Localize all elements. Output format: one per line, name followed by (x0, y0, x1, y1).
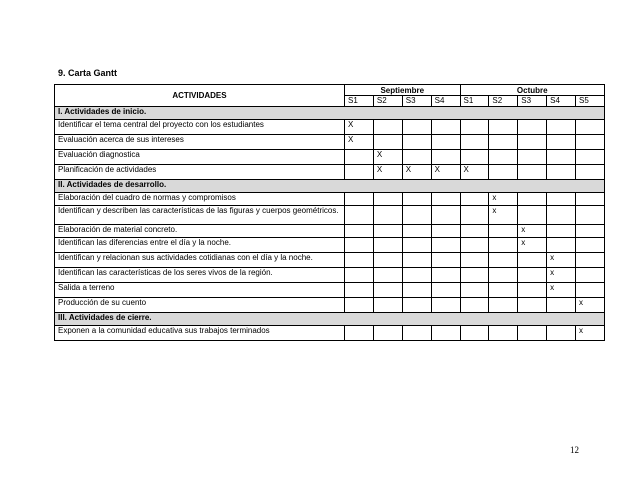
week-cell: X (345, 135, 374, 150)
week-cell (373, 283, 402, 298)
week-cell (518, 298, 547, 313)
activity-row (55, 268, 605, 283)
week-cell (489, 326, 518, 341)
activity-row (55, 253, 605, 268)
week-cell (345, 326, 374, 341)
week-cell (518, 193, 547, 206)
activity-label: Evaluación acerca de sus intereses (55, 135, 345, 150)
week-cell (373, 206, 402, 225)
week-cell (431, 326, 460, 341)
activity-label: Identifican y describen las características de las figuras y cuerpos geométricos. (55, 206, 345, 225)
week-cell: X (402, 165, 431, 180)
week-header: S2 (373, 96, 402, 107)
week-header: S4 (547, 96, 576, 107)
week-cell (373, 298, 402, 313)
week-cell (373, 225, 402, 238)
week-cell (518, 253, 547, 268)
week-cell (431, 238, 460, 253)
week-header: S4 (431, 96, 460, 107)
week-cell (547, 193, 576, 206)
week-cell (547, 298, 576, 313)
week-cell (460, 120, 489, 135)
week-cell (460, 135, 489, 150)
week-cell (402, 238, 431, 253)
week-cell (460, 193, 489, 206)
activity-row (55, 120, 605, 135)
week-cell (460, 225, 489, 238)
week-cell (460, 253, 489, 268)
activity-row (55, 206, 605, 225)
week-cell (373, 326, 402, 341)
activity-row (55, 165, 605, 180)
week-cell (547, 326, 576, 341)
week-cell (489, 268, 518, 283)
week-cell (345, 193, 374, 206)
week-cell: X (431, 165, 460, 180)
activity-label: Evaluación diagnostica (55, 150, 345, 165)
week-cell (373, 253, 402, 268)
week-cell (460, 268, 489, 283)
week-cell (345, 238, 374, 253)
week-cell (460, 206, 489, 225)
week-cell: x (547, 268, 576, 283)
week-cell (547, 135, 576, 150)
section-title: III. Actividades de cierre. (55, 313, 605, 326)
week-header: S1 (345, 96, 374, 107)
gantt-table (54, 84, 605, 341)
week-cell (489, 120, 518, 135)
week-cell (345, 268, 374, 283)
week-cell (518, 150, 547, 165)
month-header-october: Octubre (460, 85, 605, 96)
week-cell (402, 298, 431, 313)
week-cell (576, 120, 605, 135)
week-cell (547, 150, 576, 165)
week-cell (576, 238, 605, 253)
week-cell (547, 238, 576, 253)
week-cell: X (373, 150, 402, 165)
week-header: S2 (489, 96, 518, 107)
week-cell (576, 225, 605, 238)
week-cell (489, 253, 518, 268)
activity-row (55, 238, 605, 253)
activity-row (55, 150, 605, 165)
week-cell (518, 206, 547, 225)
week-cell (576, 253, 605, 268)
week-cell (576, 165, 605, 180)
section-row (55, 180, 605, 193)
week-cell (345, 225, 374, 238)
week-cell (489, 225, 518, 238)
week-cell: x (518, 238, 547, 253)
week-cell (402, 326, 431, 341)
activity-row (55, 326, 605, 341)
week-cell: x (489, 193, 518, 206)
week-cell (373, 268, 402, 283)
week-cell (547, 206, 576, 225)
week-cell: x (547, 253, 576, 268)
week-cell (518, 165, 547, 180)
week-cell (402, 120, 431, 135)
week-cell (547, 225, 576, 238)
week-header: S1 (460, 96, 489, 107)
week-cell (431, 225, 460, 238)
week-cell (460, 298, 489, 313)
week-cell (402, 135, 431, 150)
section-heading: 9. Carta Gantt (58, 68, 118, 78)
week-cell (345, 283, 374, 298)
week-cell (431, 150, 460, 165)
week-cell (547, 165, 576, 180)
week-cell: x (518, 225, 547, 238)
activity-label: Planificación de actividades (55, 165, 345, 180)
week-cell (576, 135, 605, 150)
week-cell (402, 206, 431, 225)
activity-row (55, 135, 605, 150)
week-cell (431, 206, 460, 225)
week-cell (576, 193, 605, 206)
activity-label: Producción de su cuento (55, 298, 345, 313)
activity-row (55, 298, 605, 313)
week-cell (489, 283, 518, 298)
week-cell (431, 268, 460, 283)
week-cell (431, 283, 460, 298)
week-cell (460, 150, 489, 165)
week-cell (431, 120, 460, 135)
week-cell (518, 326, 547, 341)
week-cell (576, 150, 605, 165)
week-cell (518, 283, 547, 298)
week-cell (547, 120, 576, 135)
week-cell (489, 150, 518, 165)
week-cell (431, 253, 460, 268)
activity-label: Identifican las diferencias entre el día y la noche. (55, 238, 345, 253)
week-cell (489, 298, 518, 313)
section-row (55, 313, 605, 326)
activity-row (55, 225, 605, 238)
week-cell (402, 150, 431, 165)
week-cell (402, 268, 431, 283)
week-cell (431, 135, 460, 150)
week-cell: X (373, 165, 402, 180)
week-cell (402, 225, 431, 238)
activity-row (55, 193, 605, 206)
week-cell (576, 206, 605, 225)
week-cell (576, 283, 605, 298)
week-cell (345, 165, 374, 180)
page-number: 12 (570, 445, 579, 455)
week-cell (345, 206, 374, 225)
week-cell (373, 135, 402, 150)
activity-label: Elaboración del cuadro de normas y compromisos (55, 193, 345, 206)
activity-label: Identifican las características de los seres vivos de la región. (55, 268, 345, 283)
week-cell (345, 298, 374, 313)
week-cell (489, 165, 518, 180)
activity-label: Identifican y relacionan sus actividades cotidianas con el día y la noche. (55, 253, 345, 268)
activity-label: Elaboración de material concreto. (55, 225, 345, 238)
section-title: II. Actividades de desarrollo. (55, 180, 605, 193)
activity-label: Exponen a la comunidad educativa sus trabajos terminados (55, 326, 345, 341)
week-cell (518, 135, 547, 150)
activity-label: Identificar el tema central del proyecto con los estudiantes (55, 120, 345, 135)
week-cell (402, 253, 431, 268)
activities-header: ACTIVIDADES (55, 85, 345, 107)
week-cell (518, 268, 547, 283)
week-cell (373, 238, 402, 253)
activity-row (55, 283, 605, 298)
week-cell (460, 238, 489, 253)
week-cell (489, 135, 518, 150)
week-cell (518, 120, 547, 135)
week-cell: x (576, 298, 605, 313)
section-title: I. Actividades de inicio. (55, 107, 605, 120)
activity-label: Salida a terreno (55, 283, 345, 298)
week-cell: X (460, 165, 489, 180)
week-cell (402, 193, 431, 206)
section-row (55, 107, 605, 120)
week-cell: X (345, 120, 374, 135)
week-cell (460, 283, 489, 298)
week-header: S3 (518, 96, 547, 107)
week-cell (576, 268, 605, 283)
week-cell (431, 193, 460, 206)
header-row-months (55, 85, 605, 96)
week-header: S3 (402, 96, 431, 107)
month-header-september: Septiembre (345, 85, 461, 96)
week-header: S5 (576, 96, 605, 107)
week-cell (460, 326, 489, 341)
week-cell (489, 238, 518, 253)
week-cell (373, 193, 402, 206)
week-cell: x (489, 206, 518, 225)
week-cell (345, 253, 374, 268)
week-cell: x (576, 326, 605, 341)
week-cell (402, 283, 431, 298)
week-cell: x (547, 283, 576, 298)
week-cell (345, 150, 374, 165)
week-cell (431, 298, 460, 313)
week-cell (373, 120, 402, 135)
